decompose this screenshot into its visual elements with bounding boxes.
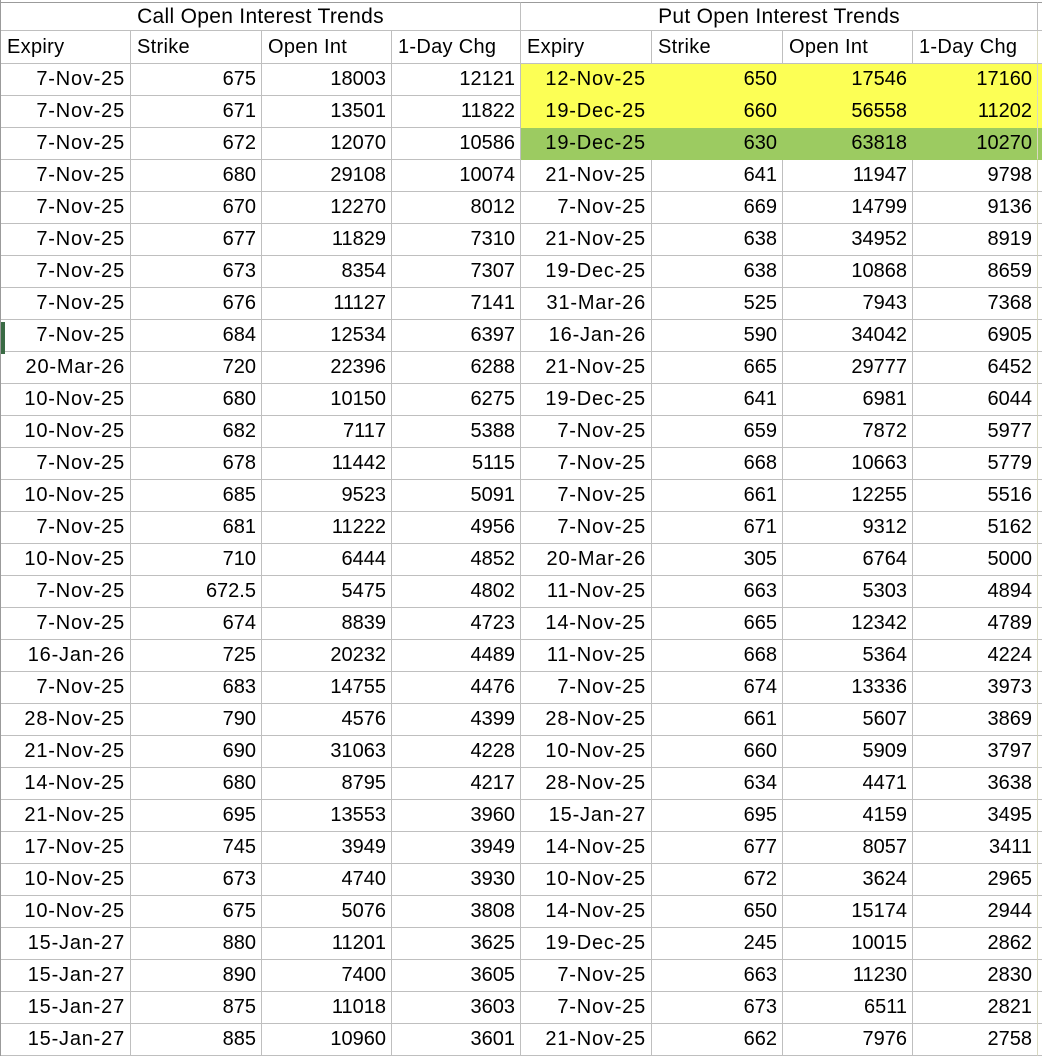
cell-call-strike[interactable]: 885 (131, 1024, 262, 1056)
cell-put-chg[interactable]: 5162 (913, 512, 1038, 544)
put-header-1day-chg[interactable]: 1-Day Chg (913, 31, 1038, 64)
cell-call-chg[interactable]: 5091 (392, 480, 521, 512)
cell-put-open_int[interactable]: 9312 (783, 512, 913, 544)
put-header-expiry[interactable]: Expiry (521, 31, 652, 64)
cell-put-open_int[interactable]: 3624 (783, 864, 913, 896)
call-header-open-int[interactable]: Open Int (262, 31, 392, 64)
cell-put-expiry[interactable]: 21-Nov-25 (521, 352, 652, 384)
cell-put-strike[interactable]: 671 (652, 512, 783, 544)
cell-call-expiry[interactable]: 7-Nov-25 (1, 288, 131, 320)
cell-call-chg[interactable]: 3625 (392, 928, 521, 960)
cell-call-chg[interactable]: 4852 (392, 544, 521, 576)
cell-call-open_int[interactable]: 31063 (262, 736, 392, 768)
cell-call-open_int[interactable]: 4576 (262, 704, 392, 736)
cell-call-chg[interactable]: 7141 (392, 288, 521, 320)
cell-call-expiry[interactable]: 28-Nov-25 (1, 704, 131, 736)
cell-put-strike[interactable]: 677 (652, 832, 783, 864)
cell-call-chg[interactable]: 10586 (392, 128, 521, 160)
cell-put-open_int[interactable]: 13336 (783, 672, 913, 704)
cell-put-expiry[interactable]: 19-Dec-25 (521, 96, 652, 128)
cell-call-open_int[interactable]: 13501 (262, 96, 392, 128)
cell-call-strike[interactable]: 720 (131, 352, 262, 384)
cell-put-expiry[interactable]: 14-Nov-25 (521, 896, 652, 928)
cell-put-open_int[interactable]: 5303 (783, 576, 913, 608)
cutoff-column-cell (1038, 160, 1042, 192)
cell-put-strike[interactable]: 650 (652, 896, 783, 928)
cell-call-expiry[interactable]: 10-Nov-25 (1, 480, 131, 512)
cell-put-chg[interactable]: 8659 (913, 256, 1038, 288)
cutoff-column-title-cell (1038, 2, 1042, 31)
cell-call-open_int[interactable]: 14755 (262, 672, 392, 704)
cell-put-chg[interactable]: 9798 (913, 160, 1038, 192)
cell-put-chg[interactable]: 6905 (913, 320, 1038, 352)
cell-call-expiry[interactable]: 7-Nov-25 (1, 160, 131, 192)
cutoff-column-cell (1038, 672, 1042, 704)
cell-call-chg[interactable]: 3930 (392, 864, 521, 896)
cell-put-strike[interactable]: 660 (652, 736, 783, 768)
cutoff-column-cell (1038, 928, 1042, 960)
cell-call-open_int[interactable]: 22396 (262, 352, 392, 384)
cell-put-expiry[interactable]: 28-Nov-25 (521, 704, 652, 736)
cell-call-strike[interactable]: 678 (131, 448, 262, 480)
cutoff-column-cell (1038, 896, 1042, 928)
cell-call-chg[interactable]: 4723 (392, 608, 521, 640)
cell-call-open_int[interactable]: 12270 (262, 192, 392, 224)
cell-put-open_int[interactable]: 34042 (783, 320, 913, 352)
cell-put-strike[interactable]: 668 (652, 640, 783, 672)
cell-call-open_int[interactable]: 11127 (262, 288, 392, 320)
cell-put-open_int[interactable]: 5607 (783, 704, 913, 736)
cell-put-strike[interactable]: 638 (652, 224, 783, 256)
cell-put-expiry[interactable]: 12-Nov-25 (521, 64, 652, 96)
cell-call-open_int[interactable]: 18003 (262, 64, 392, 96)
cell-call-open_int[interactable]: 7400 (262, 960, 392, 992)
cell-put-chg[interactable]: 2758 (913, 1024, 1038, 1056)
cell-call-expiry[interactable]: 15-Jan-27 (1, 1024, 131, 1056)
cell-put-chg[interactable]: 6044 (913, 384, 1038, 416)
cell-call-chg[interactable]: 4956 (392, 512, 521, 544)
cell-call-chg[interactable]: 3808 (392, 896, 521, 928)
call-header-1day-chg[interactable]: 1-Day Chg (392, 31, 521, 64)
cell-put-expiry[interactable]: 10-Nov-25 (521, 864, 652, 896)
cell-put-chg[interactable]: 2965 (913, 864, 1038, 896)
cell-put-open_int[interactable]: 10868 (783, 256, 913, 288)
cell-call-chg[interactable]: 3603 (392, 992, 521, 1024)
cell-put-expiry[interactable]: 7-Nov-25 (521, 960, 652, 992)
call-header-expiry[interactable]: Expiry (1, 31, 131, 64)
cell-put-open_int[interactable]: 63818 (783, 128, 913, 160)
cell-call-expiry[interactable]: 7-Nov-25 (1, 256, 131, 288)
cell-call-strike[interactable]: 681 (131, 512, 262, 544)
cell-put-expiry[interactable]: 19-Dec-25 (521, 384, 652, 416)
cell-call-expiry[interactable]: 7-Nov-25 (1, 320, 131, 352)
cell-put-expiry[interactable]: 14-Nov-25 (521, 832, 652, 864)
cell-call-expiry[interactable]: 10-Nov-25 (1, 384, 131, 416)
cell-put-expiry[interactable]: 19-Dec-25 (521, 256, 652, 288)
cell-call-chg[interactable]: 6275 (392, 384, 521, 416)
cell-put-strike[interactable]: 660 (652, 96, 783, 128)
cell-call-open_int[interactable]: 10960 (262, 1024, 392, 1056)
cell-put-open_int[interactable]: 4159 (783, 800, 913, 832)
cutoff-column-cell (1038, 256, 1042, 288)
cell-call-chg[interactable]: 11822 (392, 96, 521, 128)
cell-call-strike[interactable]: 672.5 (131, 576, 262, 608)
cell-call-open_int[interactable]: 9523 (262, 480, 392, 512)
cell-put-open_int[interactable]: 5364 (783, 640, 913, 672)
cell-call-expiry[interactable]: 20-Mar-26 (1, 352, 131, 384)
cell-put-strike[interactable]: 672 (652, 864, 783, 896)
cell-put-chg[interactable]: 2830 (913, 960, 1038, 992)
cutoff-column-cell (1038, 768, 1042, 800)
cell-put-expiry[interactable]: 15-Jan-27 (521, 800, 652, 832)
cell-put-strike[interactable]: 641 (652, 160, 783, 192)
cell-call-strike[interactable]: 684 (131, 320, 262, 352)
cell-call-expiry[interactable]: 7-Nov-25 (1, 128, 131, 160)
cell-call-strike[interactable]: 890 (131, 960, 262, 992)
cell-call-expiry[interactable]: 7-Nov-25 (1, 512, 131, 544)
cell-call-open_int[interactable]: 20232 (262, 640, 392, 672)
cell-call-strike[interactable]: 674 (131, 608, 262, 640)
cell-call-expiry[interactable]: 7-Nov-25 (1, 672, 131, 704)
cell-call-chg[interactable]: 5115 (392, 448, 521, 480)
cell-put-open_int[interactable]: 6511 (783, 992, 913, 1024)
cell-put-strike[interactable]: 663 (652, 576, 783, 608)
cell-put-chg[interactable]: 8919 (913, 224, 1038, 256)
cell-put-chg[interactable]: 3638 (913, 768, 1038, 800)
cell-put-expiry[interactable]: 21-Nov-25 (521, 1024, 652, 1056)
cell-put-chg[interactable]: 10270 (913, 128, 1038, 160)
cell-call-chg[interactable]: 4476 (392, 672, 521, 704)
cell-call-open_int[interactable]: 8795 (262, 768, 392, 800)
cell-put-expiry[interactable]: 7-Nov-25 (521, 416, 652, 448)
cell-put-chg[interactable]: 4224 (913, 640, 1038, 672)
cell-call-open_int[interactable]: 3949 (262, 832, 392, 864)
cell-call-strike[interactable]: 690 (131, 736, 262, 768)
put-header-open-int[interactable]: Open Int (783, 31, 913, 64)
cell-put-strike[interactable]: 662 (652, 1024, 783, 1056)
cell-call-strike[interactable]: 875 (131, 992, 262, 1024)
cell-call-open_int[interactable]: 5475 (262, 576, 392, 608)
cell-put-strike[interactable]: 245 (652, 928, 783, 960)
cutoff-column-cell (1038, 640, 1042, 672)
cell-put-strike[interactable]: 305 (652, 544, 783, 576)
cell-call-chg[interactable]: 7307 (392, 256, 521, 288)
cell-put-strike[interactable]: 663 (652, 960, 783, 992)
cell-put-strike[interactable]: 630 (652, 128, 783, 160)
cell-call-open_int[interactable]: 29108 (262, 160, 392, 192)
cell-put-expiry[interactable]: 11-Nov-25 (521, 576, 652, 608)
cell-call-strike[interactable]: 790 (131, 704, 262, 736)
cell-call-strike[interactable]: 675 (131, 896, 262, 928)
cell-put-chg[interactable]: 4894 (913, 576, 1038, 608)
cell-put-strike[interactable]: 695 (652, 800, 783, 832)
cell-put-open_int[interactable]: 7943 (783, 288, 913, 320)
cell-put-open_int[interactable]: 7976 (783, 1024, 913, 1056)
cell-call-strike[interactable]: 680 (131, 160, 262, 192)
cell-put-strike[interactable]: 638 (652, 256, 783, 288)
active-row-marker (1, 322, 5, 354)
cell-put-open_int[interactable]: 12342 (783, 608, 913, 640)
cell-call-open_int[interactable]: 11201 (262, 928, 392, 960)
cell-put-open_int[interactable]: 34952 (783, 224, 913, 256)
cell-call-strike[interactable]: 673 (131, 864, 262, 896)
cell-put-open_int[interactable]: 10015 (783, 928, 913, 960)
cutoff-column-cell (1038, 448, 1042, 480)
cell-put-strike[interactable]: 650 (652, 64, 783, 96)
cutoff-column-cell (1038, 800, 1042, 832)
cell-call-open_int[interactable]: 10150 (262, 384, 392, 416)
cell-put-strike[interactable]: 590 (652, 320, 783, 352)
cell-put-open_int[interactable]: 15174 (783, 896, 913, 928)
cell-put-expiry[interactable]: 16-Jan-26 (521, 320, 652, 352)
cell-call-expiry[interactable]: 7-Nov-25 (1, 224, 131, 256)
cell-put-strike[interactable]: 673 (652, 992, 783, 1024)
cell-put-expiry[interactable]: 19-Dec-25 (521, 128, 652, 160)
cutoff-column-cell (1038, 512, 1042, 544)
cell-call-strike[interactable]: 673 (131, 256, 262, 288)
cell-call-chg[interactable]: 5388 (392, 416, 521, 448)
cell-put-chg[interactable]: 17160 (913, 64, 1038, 96)
cell-put-open_int[interactable]: 10663 (783, 448, 913, 480)
cell-call-expiry[interactable]: 14-Nov-25 (1, 768, 131, 800)
cell-call-open_int[interactable]: 4740 (262, 864, 392, 896)
cell-put-expiry[interactable]: 14-Nov-25 (521, 608, 652, 640)
cell-call-expiry[interactable]: 15-Jan-27 (1, 960, 131, 992)
cell-call-strike[interactable]: 680 (131, 384, 262, 416)
cell-put-chg[interactable]: 3869 (913, 704, 1038, 736)
put-header-strike[interactable]: Strike (652, 31, 783, 64)
cell-call-chg[interactable]: 4489 (392, 640, 521, 672)
cell-call-expiry[interactable]: 7-Nov-25 (1, 608, 131, 640)
cell-call-expiry[interactable]: 10-Nov-25 (1, 544, 131, 576)
cell-put-open_int[interactable]: 56558 (783, 96, 913, 128)
cell-call-open_int[interactable]: 6444 (262, 544, 392, 576)
cell-call-strike[interactable]: 682 (131, 416, 262, 448)
cell-call-chg[interactable]: 3949 (392, 832, 521, 864)
put-table-title[interactable]: Put Open Interest Trends (521, 2, 1038, 31)
cell-call-open_int[interactable]: 13553 (262, 800, 392, 832)
cutoff-column-cell (1038, 192, 1042, 224)
cell-put-open_int[interactable]: 12255 (783, 480, 913, 512)
cell-call-open_int[interactable]: 8839 (262, 608, 392, 640)
cell-call-strike[interactable]: 745 (131, 832, 262, 864)
cell-put-strike[interactable]: 525 (652, 288, 783, 320)
cutoff-column-cell (1038, 992, 1042, 1024)
cell-call-chg[interactable]: 3601 (392, 1024, 521, 1056)
cell-call-expiry[interactable]: 21-Nov-25 (1, 800, 131, 832)
cutoff-column-cell (1038, 576, 1042, 608)
cutoff-column-cell (1038, 480, 1042, 512)
cell-call-strike[interactable]: 675 (131, 64, 262, 96)
cutoff-column-cell (1038, 1024, 1042, 1056)
cell-call-strike[interactable]: 676 (131, 288, 262, 320)
cell-call-chg[interactable]: 4217 (392, 768, 521, 800)
cell-put-chg[interactable]: 5779 (913, 448, 1038, 480)
cell-call-strike[interactable]: 695 (131, 800, 262, 832)
cell-put-open_int[interactable]: 6764 (783, 544, 913, 576)
cell-put-open_int[interactable]: 11947 (783, 160, 913, 192)
cell-put-chg[interactable]: 3411 (913, 832, 1038, 864)
cell-put-chg[interactable]: 5516 (913, 480, 1038, 512)
cell-call-expiry[interactable]: 21-Nov-25 (1, 736, 131, 768)
cell-put-open_int[interactable]: 5909 (783, 736, 913, 768)
cell-call-strike[interactable]: 880 (131, 928, 262, 960)
cell-call-chg[interactable]: 3605 (392, 960, 521, 992)
cell-put-chg[interactable]: 4789 (913, 608, 1038, 640)
cell-call-strike[interactable]: 683 (131, 672, 262, 704)
cell-put-strike[interactable]: 661 (652, 480, 783, 512)
cutoff-column-cell (1038, 128, 1042, 160)
cell-put-chg[interactable]: 6452 (913, 352, 1038, 384)
cell-call-chg[interactable]: 4399 (392, 704, 521, 736)
cell-call-strike[interactable]: 685 (131, 480, 262, 512)
cell-put-chg[interactable]: 5977 (913, 416, 1038, 448)
cell-call-open_int[interactable]: 11018 (262, 992, 392, 1024)
cutoff-column-cell (1038, 832, 1042, 864)
cutoff-column-cell (1038, 64, 1042, 96)
cell-call-chg[interactable]: 3960 (392, 800, 521, 832)
cell-call-chg[interactable]: 7310 (392, 224, 521, 256)
cell-call-strike[interactable]: 671 (131, 96, 262, 128)
cell-call-expiry[interactable]: 7-Nov-25 (1, 576, 131, 608)
cell-put-expiry[interactable]: 7-Nov-25 (521, 448, 652, 480)
cell-put-expiry[interactable]: 20-Mar-26 (521, 544, 652, 576)
cutoff-column-cell (1038, 704, 1042, 736)
cutoff-column-cell (1038, 960, 1042, 992)
cell-put-expiry[interactable]: 11-Nov-25 (521, 640, 652, 672)
cell-put-open_int[interactable]: 4471 (783, 768, 913, 800)
cell-put-strike[interactable]: 634 (652, 768, 783, 800)
cutoff-column-cell (1038, 608, 1042, 640)
cell-call-strike[interactable]: 680 (131, 768, 262, 800)
cell-call-strike[interactable]: 677 (131, 224, 262, 256)
cell-call-chg[interactable]: 6397 (392, 320, 521, 352)
cell-call-expiry[interactable]: 7-Nov-25 (1, 192, 131, 224)
cell-call-expiry[interactable]: 7-Nov-25 (1, 448, 131, 480)
cell-put-chg[interactable]: 9136 (913, 192, 1038, 224)
cutoff-column-cell (1038, 96, 1042, 128)
cell-call-chg[interactable]: 6288 (392, 352, 521, 384)
cell-put-chg[interactable]: 3973 (913, 672, 1038, 704)
cell-put-open_int[interactable]: 14799 (783, 192, 913, 224)
call-header-strike[interactable]: Strike (131, 31, 262, 64)
cell-put-chg[interactable]: 2862 (913, 928, 1038, 960)
cell-put-strike[interactable]: 674 (652, 672, 783, 704)
cell-put-chg[interactable]: 7368 (913, 288, 1038, 320)
cutoff-column-cell (1038, 384, 1042, 416)
cell-put-chg[interactable]: 2944 (913, 896, 1038, 928)
cell-call-strike[interactable]: 672 (131, 128, 262, 160)
cell-call-strike[interactable]: 670 (131, 192, 262, 224)
cell-put-chg[interactable]: 5000 (913, 544, 1038, 576)
cell-call-open_int[interactable]: 12070 (262, 128, 392, 160)
cell-call-chg[interactable]: 10074 (392, 160, 521, 192)
cell-call-open_int[interactable]: 8354 (262, 256, 392, 288)
cell-put-open_int[interactable]: 7872 (783, 416, 913, 448)
cutoff-column-cell (1038, 288, 1042, 320)
cell-put-open_int[interactable]: 8057 (783, 832, 913, 864)
cell-put-expiry[interactable]: 7-Nov-25 (521, 192, 652, 224)
cell-put-expiry[interactable]: 19-Dec-25 (521, 928, 652, 960)
cell-call-expiry[interactable]: 10-Nov-25 (1, 864, 131, 896)
cutoff-column-cell (1038, 864, 1042, 896)
cell-call-expiry[interactable]: 7-Nov-25 (1, 96, 131, 128)
cell-call-chg[interactable]: 8012 (392, 192, 521, 224)
cell-call-open_int[interactable]: 11222 (262, 512, 392, 544)
cell-call-expiry[interactable]: 7-Nov-25 (1, 64, 131, 96)
cell-put-expiry[interactable]: 31-Mar-26 (521, 288, 652, 320)
cell-call-chg[interactable]: 4228 (392, 736, 521, 768)
cell-put-strike[interactable]: 669 (652, 192, 783, 224)
cutoff-column-cell (1038, 416, 1042, 448)
cell-call-expiry[interactable]: 10-Nov-25 (1, 416, 131, 448)
cell-call-open_int[interactable]: 11829 (262, 224, 392, 256)
cell-call-expiry[interactable]: 15-Jan-27 (1, 992, 131, 1024)
cutoff-column-cell (1038, 320, 1042, 352)
cell-call-open_int[interactable]: 7117 (262, 416, 392, 448)
cell-put-expiry[interactable]: 7-Nov-25 (521, 992, 652, 1024)
cell-put-open_int[interactable]: 29777 (783, 352, 913, 384)
cell-call-expiry[interactable]: 15-Jan-27 (1, 928, 131, 960)
cutoff-column-cell (1038, 736, 1042, 768)
cutoff-column-cell (1038, 352, 1042, 384)
cell-call-strike[interactable]: 725 (131, 640, 262, 672)
cutoff-column-cell (1038, 544, 1042, 576)
cell-put-expiry[interactable]: 7-Nov-25 (521, 512, 652, 544)
cell-put-open_int[interactable]: 6981 (783, 384, 913, 416)
cell-call-expiry[interactable]: 16-Jan-26 (1, 640, 131, 672)
cell-put-strike[interactable]: 661 (652, 704, 783, 736)
cell-put-open_int[interactable]: 11230 (783, 960, 913, 992)
cell-put-expiry[interactable]: 7-Nov-25 (521, 480, 652, 512)
cell-put-open_int[interactable]: 17546 (783, 64, 913, 96)
cell-put-expiry[interactable]: 28-Nov-25 (521, 768, 652, 800)
cell-call-expiry[interactable]: 10-Nov-25 (1, 896, 131, 928)
cell-call-chg[interactable]: 4802 (392, 576, 521, 608)
cutoff-column-cell (1038, 224, 1042, 256)
call-table-title[interactable]: Call Open Interest Trends (1, 2, 521, 31)
cell-call-open_int[interactable]: 5076 (262, 896, 392, 928)
cell-put-strike[interactable]: 665 (652, 352, 783, 384)
cell-put-strike[interactable]: 641 (652, 384, 783, 416)
cell-call-strike[interactable]: 710 (131, 544, 262, 576)
cell-put-expiry[interactable]: 10-Nov-25 (521, 736, 652, 768)
cell-call-expiry[interactable]: 17-Nov-25 (1, 832, 131, 864)
cell-put-chg[interactable]: 3495 (913, 800, 1038, 832)
cell-call-open_int[interactable]: 11442 (262, 448, 392, 480)
cutoff-column-header-cell (1038, 31, 1042, 64)
cell-put-strike[interactable]: 659 (652, 416, 783, 448)
cell-put-chg[interactable]: 2821 (913, 992, 1038, 1024)
cell-put-chg[interactable]: 3797 (913, 736, 1038, 768)
cell-put-chg[interactable]: 11202 (913, 96, 1038, 128)
cell-put-expiry[interactable]: 21-Nov-25 (521, 224, 652, 256)
cell-call-chg[interactable]: 12121 (392, 64, 521, 96)
cell-call-open_int[interactable]: 12534 (262, 320, 392, 352)
cell-put-strike[interactable]: 668 (652, 448, 783, 480)
cell-put-expiry[interactable]: 21-Nov-25 (521, 160, 652, 192)
cell-put-strike[interactable]: 665 (652, 608, 783, 640)
cell-put-expiry[interactable]: 7-Nov-25 (521, 672, 652, 704)
